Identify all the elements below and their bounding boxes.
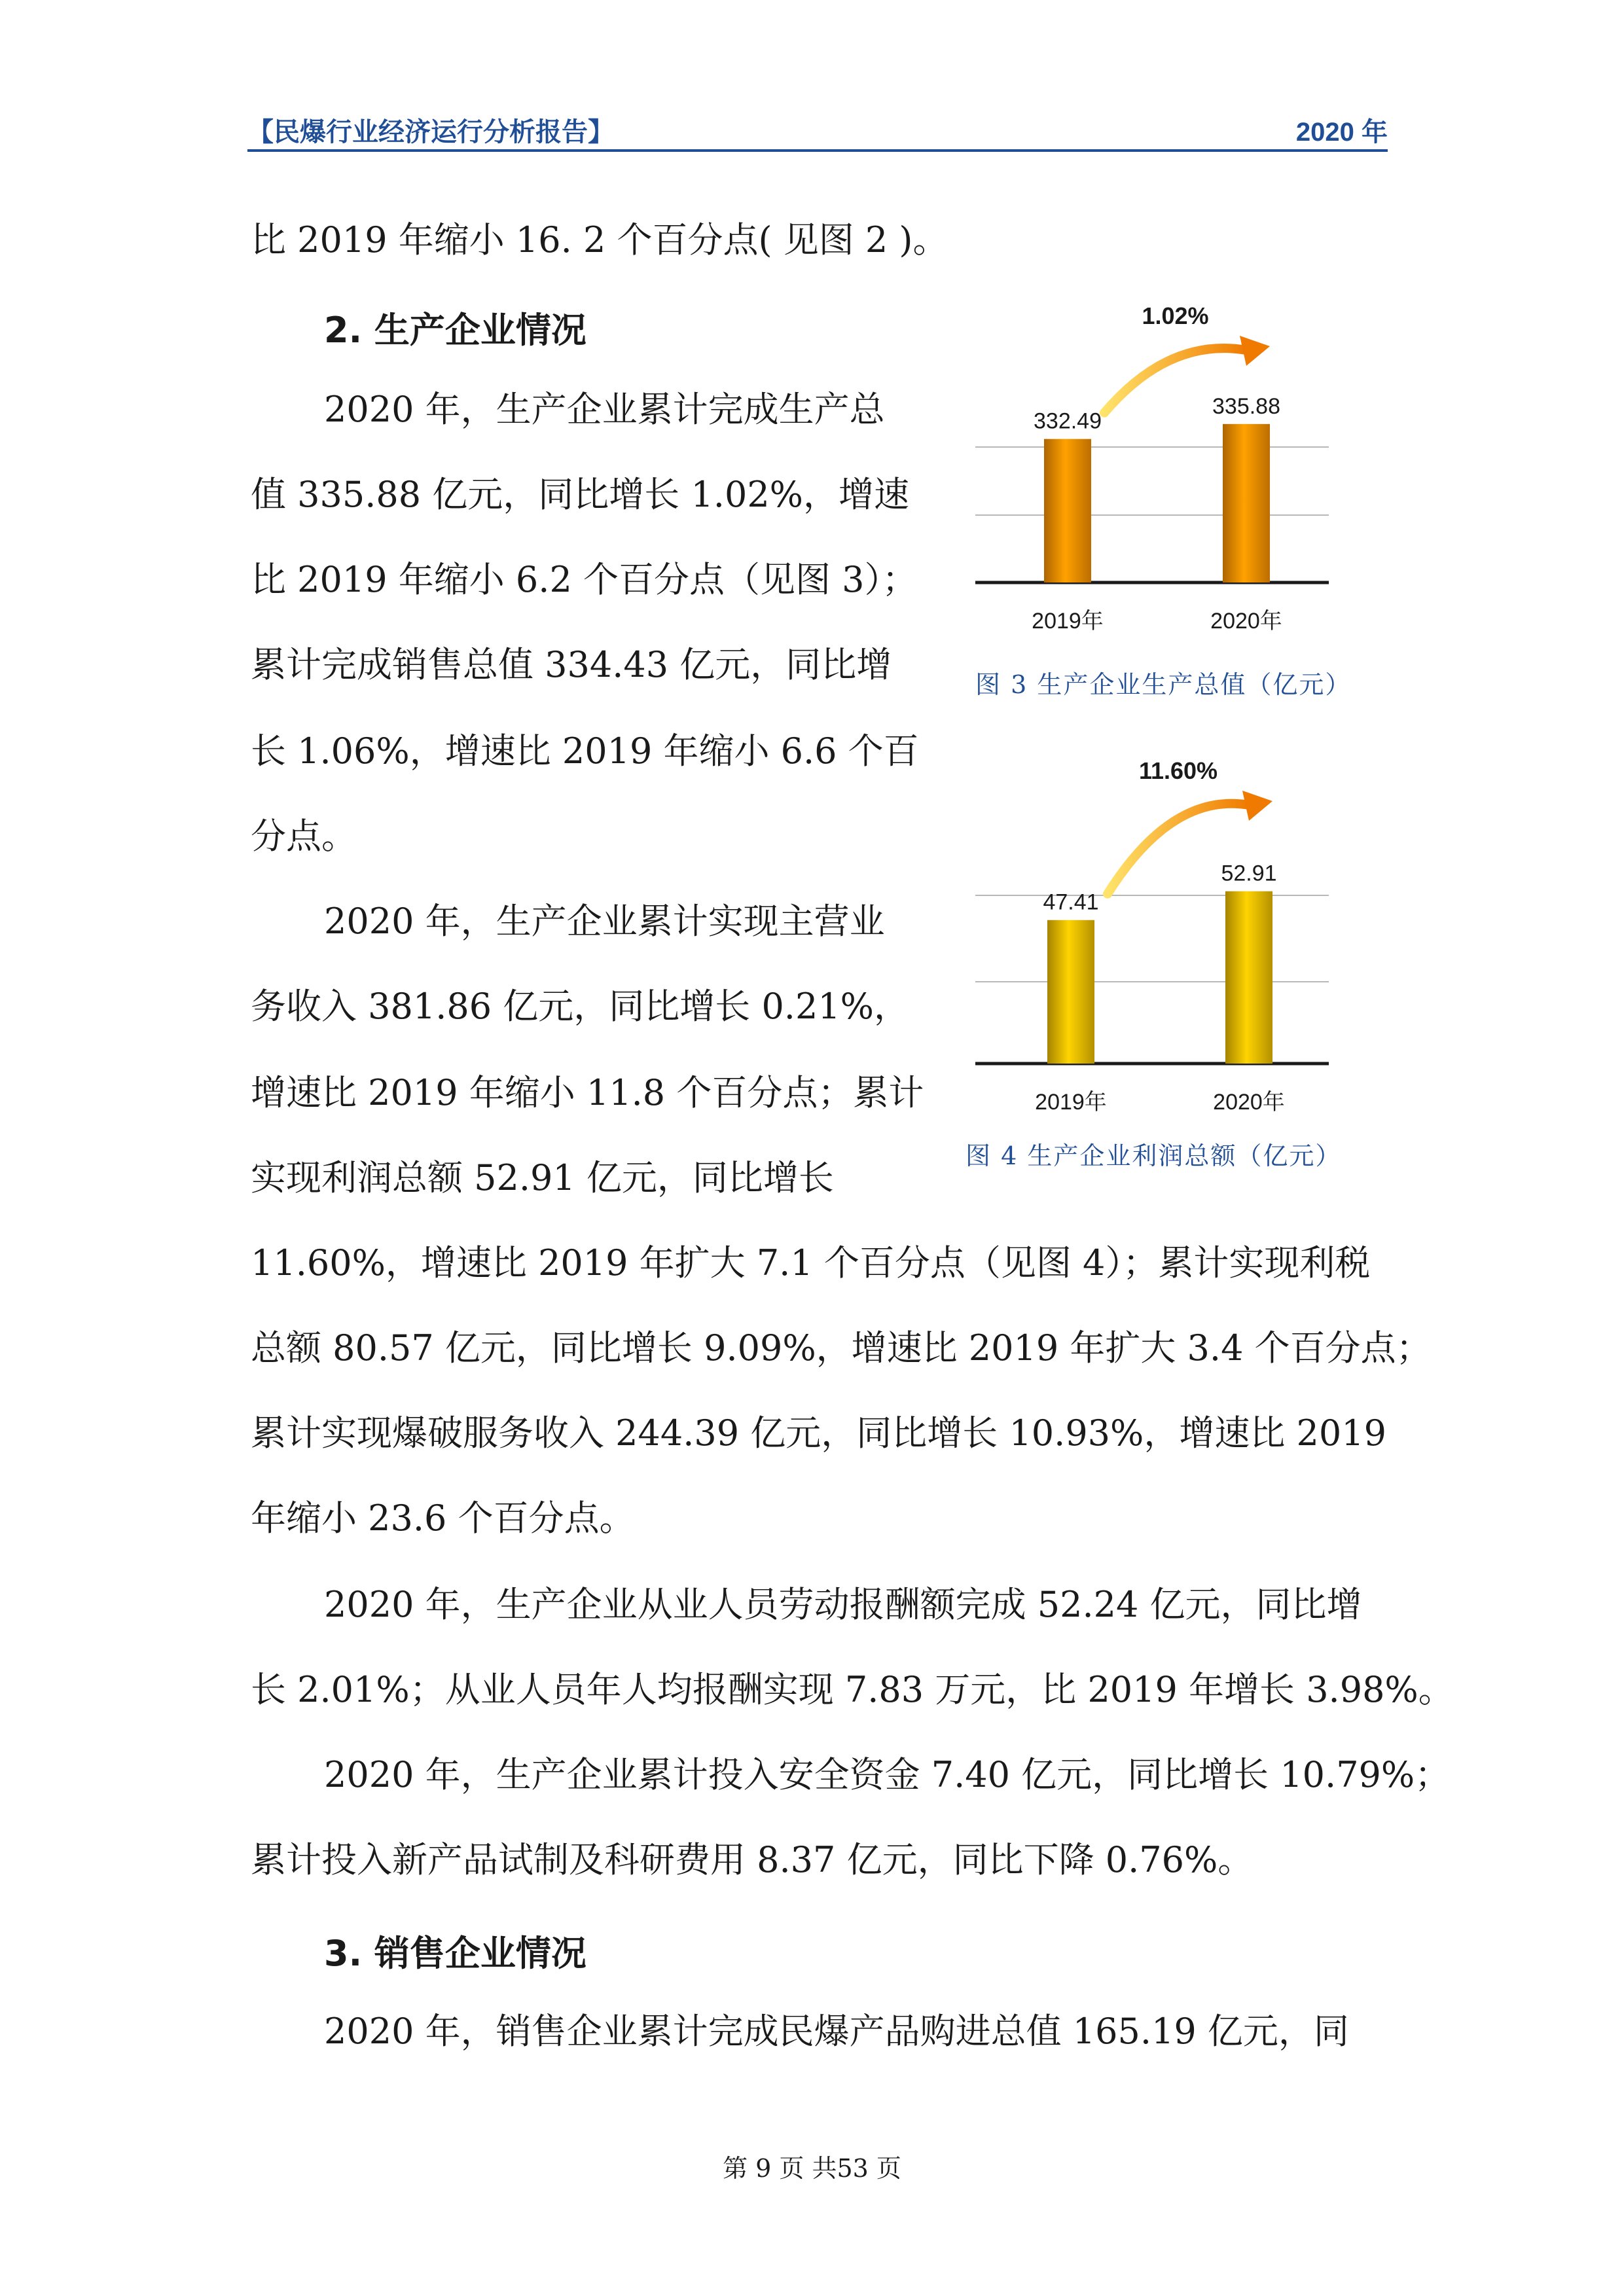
figure-4-caption: 图 4 生产企业利润总额（亿元） <box>965 1141 1342 1170</box>
text-line: 11.60%，增速比 2019 年扩大 7.1 个百分点（见图 4）；累计实现利税 <box>251 1242 1371 1283</box>
text-line: 长 1.06%，增速比 2019 年缩小 6.6 个百 <box>251 730 919 772</box>
text-line: 2020 年，生产企业累计投入安全资金 7.40 亿元，同比增长 10.79%； <box>324 1754 1451 1795</box>
growth-arrowhead <box>1240 336 1270 366</box>
text-line: 2020 年，生产企业从业人员劳动报酬额完成 52.24 亿元，同比增 <box>324 1584 1362 1625</box>
data-label: 52.91 <box>1221 861 1277 886</box>
text-line: 务收入 381.86 亿元，同比增长 0.21%， <box>251 986 909 1027</box>
text-line: 分点。 <box>251 816 357 857</box>
report-title: 【民爆行业经济运行分析报告】 <box>247 117 614 147</box>
text-line: 2020 年，生产企业累计实现主营业 <box>324 901 885 942</box>
category-label: 2019年 <box>1032 609 1104 634</box>
page-header <box>247 111 1388 152</box>
text-line: 2020 年，销售企业累计完成民爆产品购进总值 165.19 亿元，同 <box>324 2011 1349 2052</box>
text-line: 2020 年，生产企业累计完成生产总 <box>324 389 885 430</box>
text-line: 年缩小 23.6 个百分点。 <box>251 1498 635 1539</box>
text-line: 比 2019 年缩小 16. 2 个百分点( 见图 2 )。 <box>251 219 948 260</box>
bar <box>1223 424 1270 583</box>
section-heading-sellers: 3. 销售企业情况 <box>324 1933 586 1974</box>
growth-label: 1.02% <box>1142 302 1209 329</box>
growth-arrowhead <box>1242 791 1272 821</box>
page-footer: 第 9 页 共53 页 <box>723 2154 901 2183</box>
growth-label: 11.60% <box>1138 757 1218 784</box>
text-line: 值 335.88 亿元，同比增长 1.02%，增速 <box>251 474 909 515</box>
text-line: 实现利润总额 52.91 亿元，同比增长 <box>251 1157 834 1198</box>
category-label: 2020年 <box>1210 609 1282 634</box>
figure-4-bar-chart <box>962 756 1342 1122</box>
text-line: 总额 80.57 亿元，同比增长 9.09%，增速比 2019 年扩大 3.4 个百分点； <box>251 1327 1432 1369</box>
figure-3-caption: 图 3 生产企业生产总值（亿元） <box>975 670 1352 699</box>
text-line: 增速比 2019 年缩小 11.8 个百分点；累计 <box>251 1072 924 1113</box>
bar <box>1044 439 1091 583</box>
text-line: 累计投入新产品试制及科研费用 8.37 亿元，同比下降 0.76%。 <box>251 1839 1254 1880</box>
text-line: 长 2.01%；从业人员年人均报酬实现 7.83 万元，比 2019 年增长 3.98%。 <box>251 1669 1454 1710</box>
text-line: 比 2019 年缩小 6.2 个百分点（见图 3）； <box>251 559 918 600</box>
category-label: 2020年 <box>1213 1090 1285 1115</box>
bar <box>1047 920 1094 1064</box>
category-label: 2019年 <box>1035 1090 1107 1115</box>
report-year: 2020 年 <box>1295 118 1388 147</box>
figure-3-bar-chart <box>962 301 1342 641</box>
data-label: 335.88 <box>1212 393 1280 419</box>
section-heading-producers: 2. 生产企业情况 <box>324 310 586 351</box>
text-line: 累计实现爆破服务收入 244.39 亿元，同比增长 10.93%，增速比 2019 <box>251 1412 1386 1454</box>
text-line: 累计完成销售总值 334.43 亿元，同比增 <box>251 644 892 685</box>
header-rule <box>247 149 1388 152</box>
data-label: 47.41 <box>1043 889 1099 915</box>
bar <box>1225 891 1272 1064</box>
data-label: 332.49 <box>1034 408 1102 434</box>
